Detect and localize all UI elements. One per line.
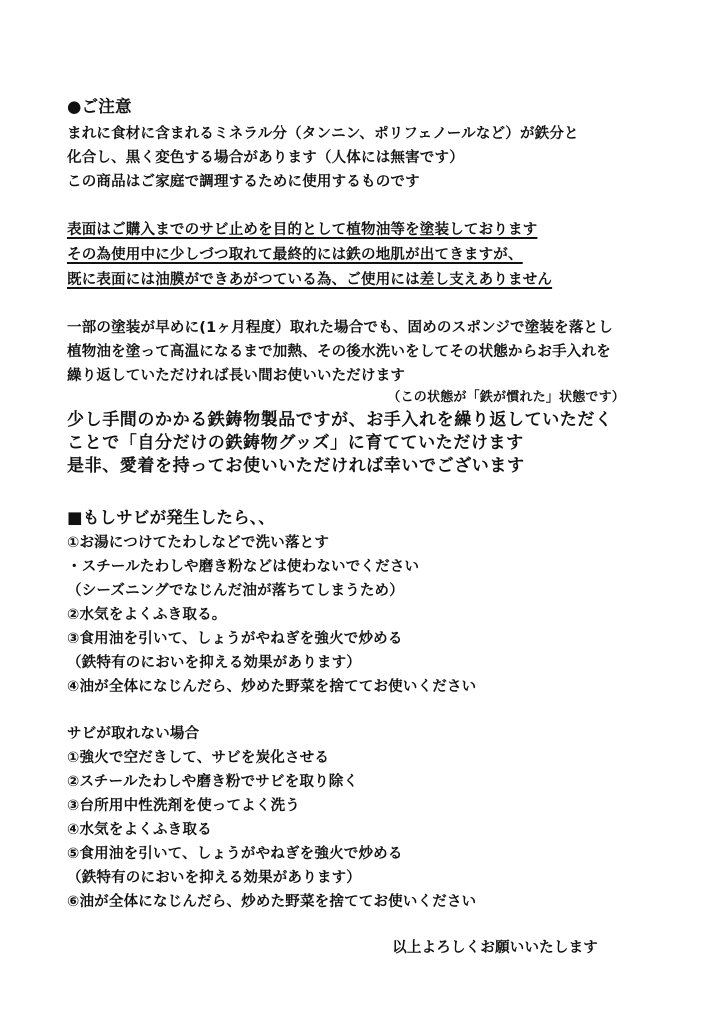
underlined-line-1: 表面はご購入までのサビ止めを目的として植物油等を塗装しております [67,222,538,238]
rnr-step-5: ⑤食用油を引いて、しょうがやねぎを強火で炒める [67,846,403,862]
rust-step-1-reason: （シーズニングでなじんだ油が落ちてしまうため） [67,583,404,599]
rnr-step-5-note: （鉄特有のにおいを抑える効果があります） [67,870,361,886]
rust-not-removed-heading: サビが取れない場合 [67,726,200,742]
rust-step-3-note: （鉄特有のにおいを抑える効果があります） [67,655,361,671]
rust-step-1: ①お湯につけてたわしなどで洗い落とす [67,535,330,551]
rust-heading: ■もしサビが発生したら、、 [67,508,275,527]
rnr-step-2: ②スチールたわしや磨き粉でサビを取り除く [67,774,359,790]
rnr-step-1: ①強火で空だきして、サビを炭化させる [67,750,330,766]
rust-step-3: ③食用油を引いて、しょうがやねぎを強火で炒める [67,631,403,647]
closing-text: 以上よろしくお願いいたします [392,940,598,956]
big-line-2: ことで「自分だけの鉄鋳物グッズ」に育てていただけます [67,433,524,453]
caution-line-1: まれに食材に含まれるミネラル分（タンニン、ポリフェノールなど）が鉄分と [67,126,579,142]
caution-line-2: 化合し、黒く変色する場合があります（人体には無害です） [67,150,464,166]
rnr-step-4: ④水気をよくふき取る [67,822,212,838]
underlined-line-2: その為使用中に少しづつ取れて最終的には鉄の地肌が出てきますが、 [67,247,523,263]
rust-step-1-note: ・スチールたわしや磨き粉などは使わないでください [67,559,420,575]
rust-step-4: ④油が全体になじんだら、炒めた野菜を捨ててお使いください [67,679,477,695]
rnr-step-6: ⑥油が全体になじんだら、炒めた野菜を捨ててお使いください [67,894,477,910]
paragraph2-line-3: 繰り返していただければ長い間お使いいただけます [67,368,406,384]
paragraph2-line-2: 植物油を塗って高温になるまで加熱、その後水洗いをしてその状態からお手入れを [67,344,611,360]
caution-heading: ●ご注意 [67,97,132,116]
rust-step-2: ②水気をよくふき取る。 [67,607,227,623]
underlined-line-3: 既に表面には油膜ができあがつている為、ご使用には差し支えありません [67,272,553,288]
paragraph2-line-1: 一部の塗装が早めに(1ヶ月程度）取れた場合でも、固めのスポンジで塗装を落とし [67,320,613,336]
rnr-step-3: ③台所用中性洗剤を使ってよく洗う [67,798,300,814]
paragraph2-note: （この状態が「鉄が慣れた」状態です） [387,390,625,405]
caution-line-3: この商品はご家庭で調理するために使用するものです [67,174,420,190]
big-line-1: 少し手間のかかる鉄鋳物製品ですが、お手入れを繰り返していただく [67,410,613,430]
big-line-3: 是非、愛着を持ってお使いいただければ幸いでございます [67,456,525,476]
